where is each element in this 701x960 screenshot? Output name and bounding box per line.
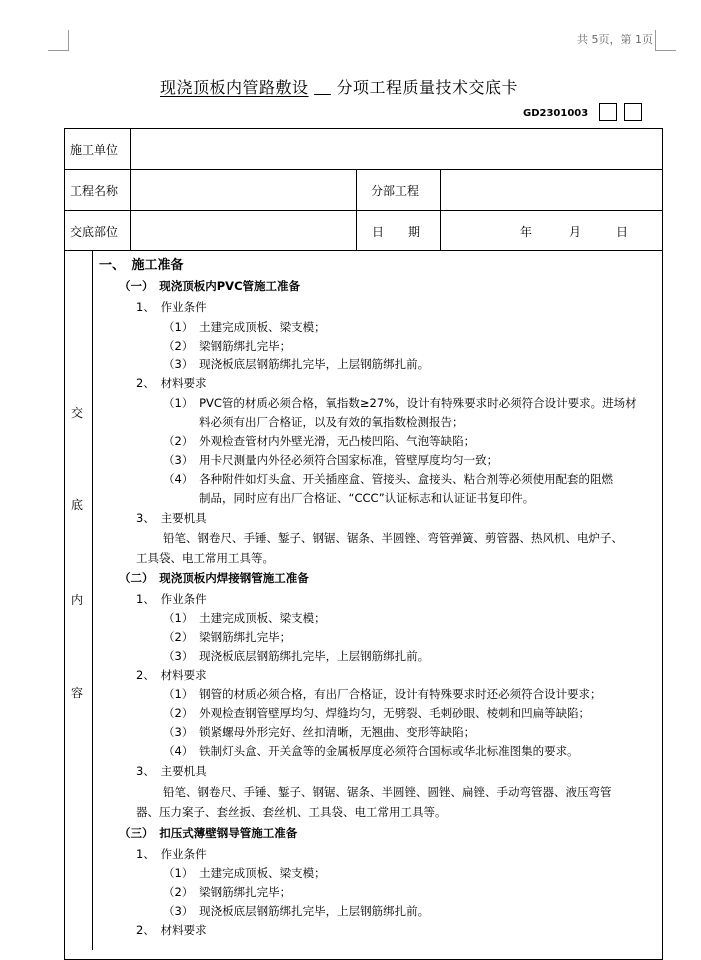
handover-location-label: 交底部位 [70, 225, 119, 239]
col-divider [356, 169, 357, 250]
checkbox-1[interactable] [599, 103, 617, 121]
row-divider [64, 210, 662, 211]
content-line: （2） 外观检查钢管壁厚均匀、焊缝均匀，无劈裂、毛刺砂眼、棱刺和凹扁等缺陷； [163, 706, 591, 720]
content-line: （2） 梁钢筋绑扎完毕； [163, 885, 292, 899]
page-indicator: 共 5页，第 1页 [577, 33, 653, 46]
content-line: 料必须有出厂合格证，以及有效的氧指数检测报告； [199, 415, 464, 429]
title-subject: 现浇顶板内管路敷设 [160, 78, 309, 97]
content-line: （1） 土建完成顶板、梁支模； [163, 866, 326, 880]
content-line: （1） 土建完成顶板、梁支模； [163, 611, 326, 625]
content-line: （3） 锁紧螺母外形完好、丝扣清晰，无翘曲、变形等缺陷； [163, 725, 476, 739]
side-label-char: 交 [71, 406, 84, 420]
month-label: 月 [569, 225, 582, 239]
title-main: 分项工程质量技术交底卡 [336, 78, 518, 97]
subsection-heading: （二） 现浇顶板内焊接钢管施工准备 [119, 571, 309, 585]
corner-mark-top-left [48, 30, 69, 51]
date-label: 日 期 [372, 225, 421, 239]
content-line: 2、 材料要求 [136, 376, 207, 390]
content-line: （1） 钢管的材质必须合格，有出厂合格证，设计有特殊要求时还必须符合设计要求； [163, 687, 602, 701]
content-line: 制品，同时应有出厂合格证、“CCC”认证标志和认证证书复印件。 [199, 491, 535, 505]
row-divider [64, 169, 662, 170]
col-divider [130, 128, 131, 250]
content-line: 2、 材料要求 [136, 668, 207, 682]
document-title [160, 75, 518, 98]
section-heading: 一、 施工准备 [99, 258, 184, 273]
content-line: （3） 用卡尺测量内外径必须符合国家标准，管壁厚度均匀一致； [163, 453, 499, 467]
content-line: （3） 现浇板底层钢筋绑扎完毕，上层钢筋绑扎前。 [163, 649, 430, 663]
construction-unit-label: 施工单位 [70, 143, 119, 157]
side-label-char: 容 [71, 686, 84, 700]
content-line: 工具袋、电工常用工具等。 [136, 551, 274, 565]
col-divider [440, 169, 441, 250]
content-line: （1） PVC管的材质必须合格，氧指数≥27%，设计有特殊要求时必须符合设计要求。进场材 [163, 396, 637, 410]
sub-project-label: 分部工程 [371, 184, 420, 198]
day-label: 日 [616, 225, 629, 239]
content-line: （3） 现浇板底层钢筋绑扎完毕，上层钢筋绑扎前。 [163, 904, 430, 918]
content-line: （3） 现浇板底层钢筋绑扎完毕，上层钢筋绑扎前。 [163, 357, 430, 371]
content-line: （4） 各种附件如灯头盒、开关插座盒、管接头、盒接头、粘合剂等必须使用配套的阻燃 [163, 472, 614, 486]
subsection-heading: （三） 扣压式薄壁钢导管施工准备 [119, 826, 298, 840]
content-line: 1、 作业条件 [136, 592, 207, 606]
checkbox-2[interactable] [624, 103, 642, 121]
content-line: （2） 梁钢筋绑扎完毕； [163, 339, 292, 353]
content-line: （2） 外观检查管材内外壁光滑，无凸棱凹陷、气泡等缺陷； [163, 434, 476, 448]
content-line: 3、 主要机具 [136, 764, 207, 778]
content-line: 1、 作业条件 [136, 847, 207, 861]
corner-mark-top-right [655, 30, 676, 51]
content-line: 铅笔、钢卷尺、手锤、錾子、钢锯、锯条、半圆锉、圆锉、扁锉、手动弯管器、液压弯管 [163, 785, 612, 799]
col-divider [92, 250, 93, 950]
row-divider [64, 250, 662, 251]
project-name-label: 工程名称 [70, 184, 119, 198]
content-line: （1） 土建完成顶板、梁支模； [163, 320, 326, 334]
content-line: 器、压力案子、套丝扳、套丝机、工具袋、电工常用工具等。 [136, 805, 447, 819]
year-label: 年 [520, 225, 533, 239]
content-line: （2） 梁钢筋绑扎完毕； [163, 630, 292, 644]
side-label-char: 内 [71, 593, 84, 607]
content-line: 铅笔、钢卷尺、手锤、錾子、钢锯、锯条、半圆锉、弯管弹簧、剪管器、热风机、电炉子、 [163, 531, 623, 545]
side-label-char: 底 [71, 498, 84, 512]
subsection-heading: （一） 现浇顶板内PVC管施工准备 [119, 279, 301, 293]
content-line: （4） 铁制灯头盒、开关盒等的金属板厚度必须符合国标或华北标准图集的要求。 [163, 744, 579, 758]
content-line: 3、 主要机具 [136, 511, 207, 525]
content-line: 2、 材料要求 [136, 923, 207, 937]
form-code: GD2301003 [523, 108, 589, 119]
content-line: 1、 作业条件 [136, 300, 207, 314]
